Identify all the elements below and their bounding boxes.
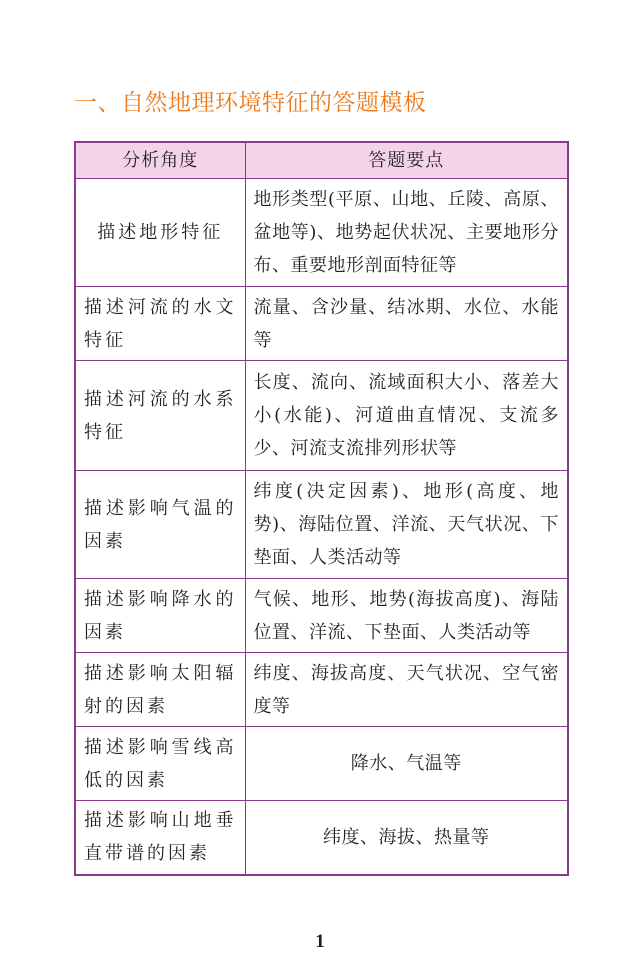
row-points: 气候、地形、地势(海拔高度)、海陆位置、洋流、下垫面、人类活动等: [245, 579, 568, 653]
row-angle: 描述地形特征: [75, 179, 245, 287]
row-points: 地形类型(平原、山地、丘陵、高原、盆地等)、地势起伏状况、主要地形分布、重要地形剖面特征等: [245, 179, 568, 287]
row-angle: 描述影响雪线高低的因素: [75, 727, 245, 801]
row-angle: 描述河流的水文特征: [75, 287, 245, 361]
row-angle: 描述影响太阳辐射的因素: [75, 653, 245, 727]
row-points: 流量、含沙量、结冰期、水位、水能等: [245, 287, 568, 361]
row-points: 降水、气温等: [245, 727, 568, 801]
header-answer-points: 答题要点: [245, 142, 568, 179]
row-points: 纬度、海拔高度、天气状况、空气密度等: [245, 653, 568, 727]
row-angle: 描述影响气温的因素: [75, 471, 245, 579]
answer-template-table: [74, 141, 569, 876]
row-points: 纬度(决定因素)、地形(高度、地势)、海陆位置、洋流、天气状况、下垫面、人类活动等: [245, 471, 568, 579]
table-row: [75, 579, 568, 653]
table-row: [75, 727, 568, 801]
page-number: 1: [315, 931, 325, 952]
row-angle: 描述影响山地垂直带谱的因素: [75, 801, 245, 875]
table-row: [75, 471, 568, 579]
table-row: [75, 361, 568, 471]
table-row: [75, 653, 568, 727]
row-angle: 描述河流的水系特征: [75, 361, 245, 471]
table-row: [75, 801, 568, 875]
table-header-row: [75, 142, 568, 179]
row-points: 纬度、海拔、热量等: [245, 801, 568, 875]
header-analysis-angle: 分析角度: [75, 142, 245, 179]
row-angle: 描述影响降水的因素: [75, 579, 245, 653]
section-title: 一、自然地理环境特征的答题模板: [74, 90, 427, 116]
table-row: [75, 287, 568, 361]
table-row: [75, 179, 568, 287]
row-points: 长度、流向、流域面积大小、落差大小(水能)、河道曲直情况、支流多少、河流支流排列形状等: [245, 361, 568, 471]
